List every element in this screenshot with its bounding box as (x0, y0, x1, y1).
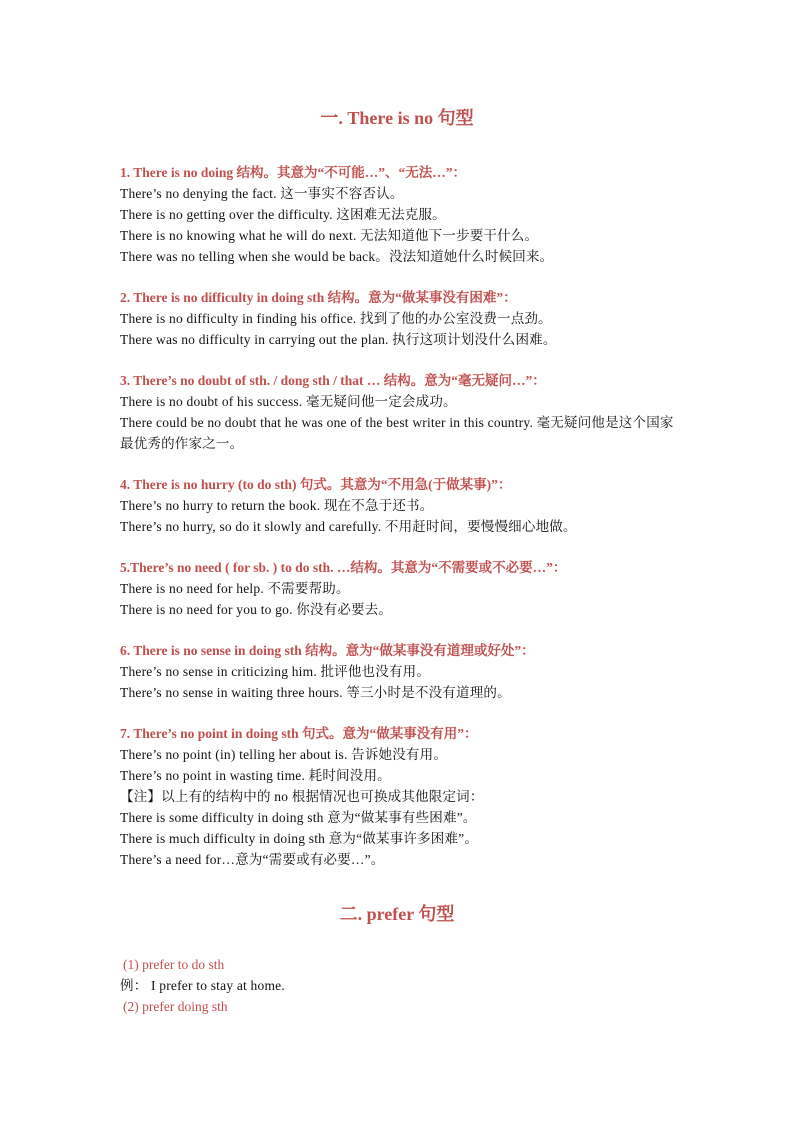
section-heading: 5.There’s no need ( for sb. ) to do sth. …结构。其意为“不需要或不必要…”： (120, 560, 567, 575)
section-4 (120, 474, 674, 537)
section-heading: 2. There is no difficulty in doing sth 结构。意为“做某事没有困难”： (120, 290, 517, 305)
example-line: There is no getting over the difficulty. 这困难无法克服。 (120, 207, 446, 222)
example-line: There is much difficulty in doing sth 意为“做某事许多困难”。 (120, 831, 479, 846)
section-heading: 7. There’s no point in doing sth 句式。意为“做某事没有用”： (120, 726, 478, 741)
example-line: There’s no point in wasting time. 耗时间没用。 (120, 768, 391, 783)
section-5 (120, 557, 674, 620)
prefer-item-1: (1) prefer to do sth (123, 957, 225, 972)
example-line: There’s no sense in waiting three hours. 等三小时是不没有道理的。 (120, 685, 511, 700)
example-line: There’s no hurry to return the book. 现在不急于还书。 (120, 498, 434, 513)
section-2 (120, 287, 674, 350)
example-line: There is no difficulty in finding his office. 找到了他的办公室没费一点劲。 (120, 311, 552, 326)
prefer-block (120, 954, 674, 1017)
section-heading: 4. There is no hurry (to do sth) 句式。其意为“不用急(于做某事)”： (120, 477, 512, 492)
example-line: There is no need for help. 不需要帮助。 (120, 581, 350, 596)
prefer-item-2: (2) prefer doing sth (123, 999, 228, 1014)
example-line: There is no need for you to go. 你没有必要去。 (120, 602, 393, 617)
prefer-example-1: 例： I prefer to stay at home. (120, 978, 285, 993)
example-line: There’s no sense in criticizing him. 批评他也没有用。 (120, 664, 431, 679)
example-line: There’s a need for…意为“需要或有必要…”。 (120, 852, 385, 867)
section-3 (120, 370, 674, 454)
title-prefer: 二. prefer 句型 (339, 904, 455, 924)
section-6 (120, 640, 674, 703)
example-line: There was no telling when she would be back。没法知道她什么时候回来。 (120, 249, 554, 264)
example-line: There’s no point (in) telling her about is. 告诉她没有用。 (120, 747, 448, 762)
example-line: There’s no hurry, so do it slowly and carefully. 不用赶时间，要慢慢细心地做。 (120, 519, 577, 534)
sections-container (120, 162, 674, 870)
title-there-is-no: 一. There is no 句型 (320, 108, 474, 128)
example-line: There’s no denying the fact. 这一事实不容否认。 (120, 186, 404, 201)
section-heading: 3. There’s no doubt of sth. / dong sth / that … 结构。意为“毫无疑问…”： (120, 373, 546, 388)
example-line: 【注】以上有的结构中的 no 根据情况也可换成其他限定词： (120, 789, 484, 804)
section-heading: 6. There is no sense in doing sth 结构。意为“做某事没有道理或好处”： (120, 643, 535, 658)
example-line: There was no difficulty in carrying out the plan. 执行这项计划没什么困难。 (120, 332, 557, 347)
example-line: There is no doubt of his success. 毫无疑问他一定会成功。 (120, 394, 457, 409)
example-line: There is some difficulty in doing sth 意为“做某事有些困难”。 (120, 810, 477, 825)
section-heading: 1. There is no doing 结构。其意为“不可能…”、“无法…”： (120, 165, 467, 180)
section-7 (120, 723, 674, 870)
example-line: There is no knowing what he will do next. 无法知道他下一步要干什么。 (120, 228, 539, 243)
example-line: There could be no doubt that he was one of the best writer in this country. 毫无疑问他是这个国家最优秀的作家之一。 (120, 415, 674, 451)
section-1 (120, 162, 674, 267)
